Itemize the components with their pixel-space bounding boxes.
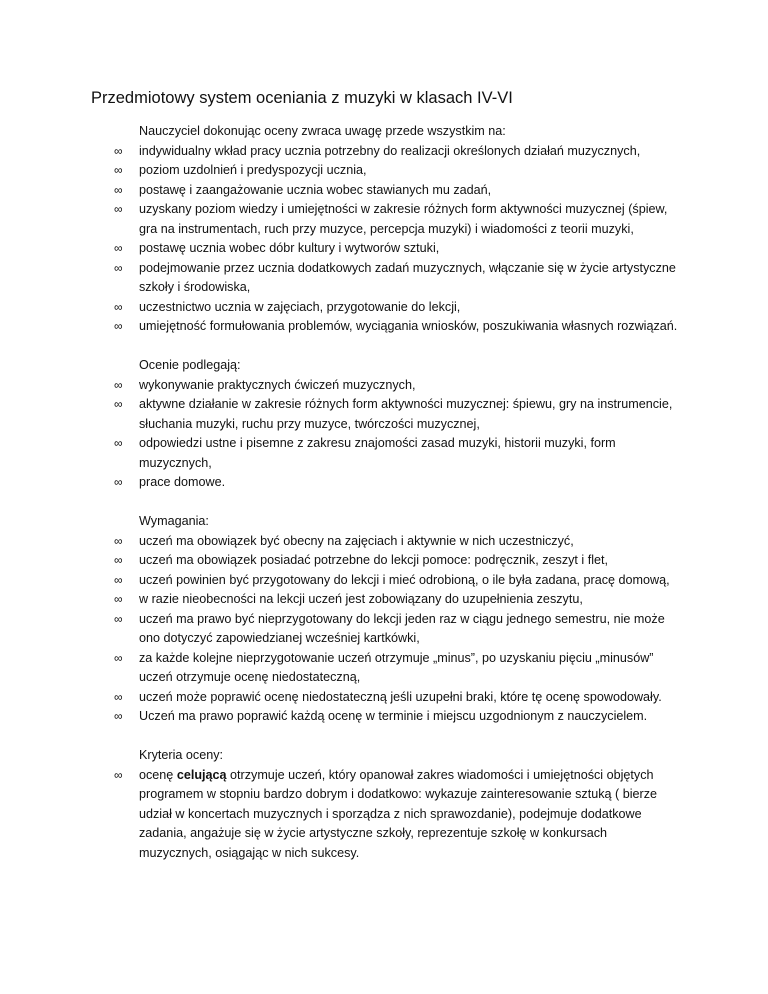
infinity-bullet-icon: ∞ [114, 650, 123, 665]
list-item [0, 181, 679, 201]
list-item [0, 571, 679, 591]
list-item [0, 434, 679, 473]
list-item-text: poziom uzdolnień i predyspozycji ucznia, [139, 163, 367, 177]
grade-text-before: ocenę [139, 767, 177, 782]
list-item-text: podejmowanie przez ucznia dodatkowych zadań muzycznych, włączanie się w życie artystyczne szkoły i środowiska, [139, 260, 676, 294]
infinity-bullet-icon: ∞ [114, 533, 123, 548]
section-intro: Kryteria oceny: [139, 748, 223, 762]
infinity-bullet-icon: ∞ [114, 319, 123, 333]
list-item [0, 161, 679, 181]
list-item [0, 200, 679, 239]
list-item-text: uzyskany poziom wiedzy i umiejętności w zakresie różnych form aktywności muzycznej (śpiew, gra na instrumentach, ruch przy muzyce, percepcja muzyki) i wiadomości z teorii muzyki, [139, 202, 668, 236]
list-item [0, 376, 679, 396]
section-grading-criteria [0, 746, 768, 863]
infinity-bullet-icon: ∞ [114, 592, 123, 606]
list-item [0, 317, 679, 337]
list-item-text: uczeń ma obowiązek posiadać potrzebne do lekcji pomoce: podręcznik, zeszyt i flet, [139, 553, 609, 567]
infinity-bullet-icon: ∞ [114, 553, 123, 567]
section-requirements [0, 512, 768, 727]
list-item-text: umiejętność formułowania problemów, wyciągania wniosków, poszukiwania własnych rozwiązań. [139, 319, 678, 333]
list-item [0, 707, 679, 727]
list-item [0, 532, 679, 552]
list-item [0, 610, 679, 649]
grade-text-after: otrzymuje uczeń, który opanował zakres wiadomości i umiejętności objętych programem w stopniu bardzo dobrym i dodatkowo: wykazuje zainteresowanie sztuką ( bierze udział w koncertach muzycznych i sporządza z nich sprawozdanie), podejmuje dodatkowe zadania, angażuje się w życie artystyczne szkoły, reprezentuje szkołę w konkursach muzycznych, osiągając w nich sukcesy. [139, 767, 657, 860]
bullet-list [0, 766, 768, 864]
list-item [0, 239, 679, 259]
infinity-bullet-icon: ∞ [114, 143, 123, 158]
list-item [0, 551, 679, 571]
list-item-text: uczestnictwo ucznia w zajęciach, przygotowanie do lekcji, [139, 299, 461, 314]
list-item [0, 395, 679, 434]
bullet-list [0, 532, 768, 727]
list-item-text: prace domowe. [139, 475, 226, 489]
infinity-bullet-icon: ∞ [114, 202, 123, 216]
infinity-bullet-icon: ∞ [114, 767, 123, 782]
section-subject-to-assessment [0, 356, 768, 493]
infinity-bullet-icon: ∞ [114, 260, 123, 275]
list-item [0, 766, 679, 864]
list-item-text: postawę ucznia wobec dóbr kultury i wytworów sztuki, [139, 241, 440, 255]
infinity-bullet-icon: ∞ [114, 611, 123, 626]
infinity-bullet-icon: ∞ [114, 182, 123, 197]
infinity-bullet-icon: ∞ [114, 397, 123, 411]
list-item [0, 473, 679, 493]
list-item-text: odpowiedzi ustne i pisemne z zakresu znajomości zasad muzyki, historii muzyki, form muzycznych, [139, 436, 616, 470]
grade-name-bold: celującą [176, 767, 227, 782]
list-item-text: uczeń powinien być przygotowany do lekcji i mieć odrobioną, o ile była zadana, pracę domową, [139, 572, 670, 587]
list-item-text: wykonywanie praktycznych ćwiczeń muzycznych, [139, 377, 416, 392]
infinity-bullet-icon: ∞ [114, 299, 123, 314]
infinity-bullet-icon: ∞ [114, 475, 123, 489]
bullet-list [0, 376, 768, 493]
infinity-bullet-icon: ∞ [114, 572, 123, 587]
list-item-text: za każde kolejne nieprzygotowanie uczeń otrzymuje „minus”, po uzyskaniu pięciu „minusów” uczeń otrzymuje ocenę niedostateczną, [139, 650, 654, 684]
infinity-bullet-icon: ∞ [114, 377, 123, 392]
infinity-bullet-icon: ∞ [114, 241, 123, 255]
list-item-text: uczeń ma prawo być nieprzygotowany do lekcji jeden raz w ciągu jednego semestru, nie może ono dotyczyć zapowiedzianej wcześniej kartkówki, [139, 611, 665, 645]
list-item-text: postawę i zaangażowanie ucznia wobec stawianych mu zadań, [139, 182, 492, 197]
list-item-text: aktywne działanie w zakresie różnych form aktywności muzycznej: śpiewu, gry na instrumencie, słuchania muzyki, ruchu przy muzyce, twórczości muzycznej, [139, 397, 673, 431]
list-item [0, 649, 679, 688]
infinity-bullet-icon: ∞ [114, 689, 123, 704]
list-item [0, 298, 679, 318]
list-item-text: uczeń ma obowiązek być obecny na zajęciach i aktywnie w nich uczestniczyć, [139, 533, 574, 548]
list-item-text: uczeń może poprawić ocenę niedostateczną jeśli uzupełni braki, które tę ocenę spowodowały. [139, 689, 662, 704]
document-title: Przedmiotowy system oceniania z muzyki w klasach IV-VI [91, 89, 513, 107]
list-item-text: indywidualny wkład pracy ucznia potrzebny do realizacji określonych działań muzycznych, [139, 143, 641, 158]
list-item [0, 688, 679, 708]
list-item [0, 142, 679, 162]
section-assessment-focus [0, 122, 768, 337]
infinity-bullet-icon: ∞ [114, 709, 123, 723]
section-intro: Ocenie podlegają: [139, 358, 241, 372]
infinity-bullet-icon: ∞ [114, 163, 123, 177]
section-intro: Nauczyciel dokonując oceny zwraca uwagę przede wszystkim na: [139, 124, 506, 138]
infinity-bullet-icon: ∞ [114, 436, 123, 450]
list-item [0, 259, 679, 298]
list-item-text: Uczeń ma prawo poprawić każdą ocenę w terminie i miejscu uzgodnionym z nauczycielem. [139, 709, 648, 723]
list-item-text: w razie nieobecności na lekcji uczeń jest zobowiązany do uzupełnienia zeszytu, [139, 592, 583, 606]
bullet-list [0, 142, 768, 337]
document-body [0, 122, 768, 883]
list-item [0, 590, 679, 610]
section-intro: Wymagania: [139, 514, 209, 528]
